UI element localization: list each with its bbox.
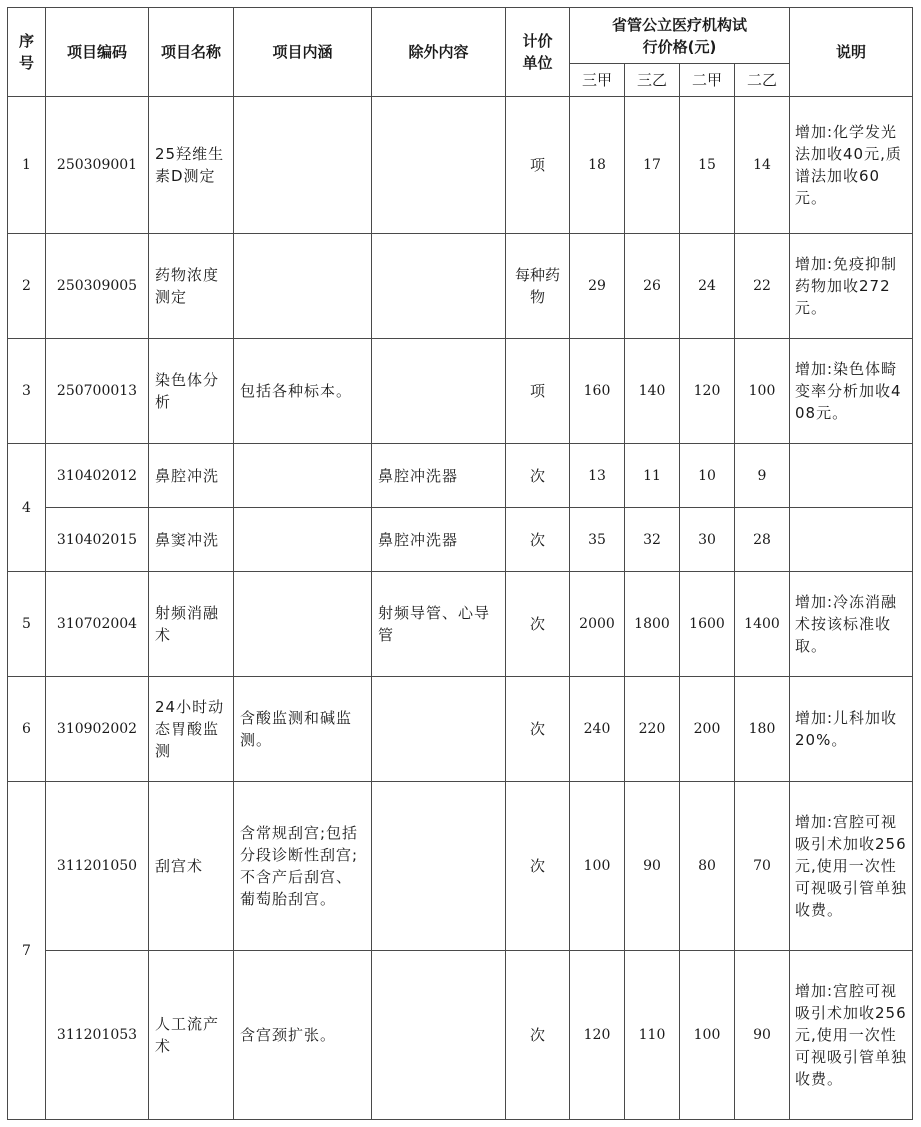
cell-code: 310402012: [46, 444, 149, 508]
table-row: [8, 951, 913, 1120]
cell-price-1: 240: [570, 677, 625, 782]
cell-seq: 5: [8, 572, 46, 677]
header-seq: 序号: [8, 8, 46, 97]
cell-excluded: [372, 234, 506, 339]
cell-price-4: 1400: [735, 572, 790, 677]
cell-content: [234, 234, 372, 339]
header-tier-2: 三乙: [625, 64, 680, 97]
cell-unit: 次: [506, 951, 570, 1120]
table-row: [8, 677, 913, 782]
cell-note: 增加:宫腔可视吸引术加收256元,使用一次性可视吸引管单独收费。: [790, 951, 913, 1120]
cell-price-4: 28: [735, 508, 790, 572]
table-row: [8, 572, 913, 677]
cell-name: 鼻腔冲洗: [149, 444, 234, 508]
cell-price-4: 70: [735, 782, 790, 951]
cell-price-4: 90: [735, 951, 790, 1120]
cell-content: 含常规刮宫;包括分段诊断性刮宫;不含产后刮宫、葡萄胎刮宫。: [234, 782, 372, 951]
cell-seq: 4: [8, 444, 46, 572]
cell-content: 包括各种标本。: [234, 339, 372, 444]
cell-unit: 项: [506, 97, 570, 234]
cell-price-3: 15: [680, 97, 735, 234]
cell-price-2: 90: [625, 782, 680, 951]
header-content: 项目内涵: [234, 8, 372, 97]
cell-note: [790, 444, 913, 508]
header-code: 项目编码: [46, 8, 149, 97]
cell-note: 增加:儿科加收20%。: [790, 677, 913, 782]
cell-excluded: [372, 951, 506, 1120]
cell-price-1: 29: [570, 234, 625, 339]
cell-price-1: 2000: [570, 572, 625, 677]
cell-code: 311201053: [46, 951, 149, 1120]
cell-price-2: 220: [625, 677, 680, 782]
cell-unit: 次: [506, 444, 570, 508]
cell-price-2: 1800: [625, 572, 680, 677]
header-tier-3: 二甲: [680, 64, 735, 97]
cell-excluded: [372, 782, 506, 951]
cell-code: 310902002: [46, 677, 149, 782]
cell-seq: 6: [8, 677, 46, 782]
cell-content: [234, 572, 372, 677]
cell-code: 250309001: [46, 97, 149, 234]
cell-price-1: 35: [570, 508, 625, 572]
cell-price-1: 18: [570, 97, 625, 234]
table-row: [8, 444, 913, 508]
cell-price-3: 1600: [680, 572, 735, 677]
cell-price-2: 140: [625, 339, 680, 444]
cell-code: 310702004: [46, 572, 149, 677]
cell-note: 增加:宫腔可视吸引术加收256元,使用一次性可视吸引管单独收费。: [790, 782, 913, 951]
cell-name: 染色体分析: [149, 339, 234, 444]
cell-unit: 每种药物: [506, 234, 570, 339]
cell-price-3: 30: [680, 508, 735, 572]
cell-unit: 次: [506, 782, 570, 951]
cell-note: 增加:冷冻消融术按该标准收取。: [790, 572, 913, 677]
header-excluded: 除外内容: [372, 8, 506, 97]
cell-price-1: 100: [570, 782, 625, 951]
cell-name: 24小时动态胃酸监测: [149, 677, 234, 782]
table-row: [8, 339, 913, 444]
cell-seq: 2: [8, 234, 46, 339]
cell-price-3: 80: [680, 782, 735, 951]
cell-name: 鼻窦冲洗: [149, 508, 234, 572]
cell-content: 含酸监测和碱监测。: [234, 677, 372, 782]
cell-note: 增加:化学发光法加收40元,质谱法加收60元。: [790, 97, 913, 234]
cell-price-2: 110: [625, 951, 680, 1120]
header-name: 项目名称: [149, 8, 234, 97]
cell-content: [234, 508, 372, 572]
cell-name: 射频消融术: [149, 572, 234, 677]
cell-price-3: 100: [680, 951, 735, 1120]
cell-note: 增加:免疫抑制药物加收272元。: [790, 234, 913, 339]
header-note: 说明: [790, 8, 913, 97]
cell-content: 含宫颈扩张。: [234, 951, 372, 1120]
cell-seq: 1: [8, 97, 46, 234]
cell-price-1: 13: [570, 444, 625, 508]
cell-content: [234, 97, 372, 234]
cell-name: 药物浓度测定: [149, 234, 234, 339]
cell-price-3: 24: [680, 234, 735, 339]
cell-price-4: 180: [735, 677, 790, 782]
cell-price-4: 9: [735, 444, 790, 508]
cell-excluded: [372, 677, 506, 782]
cell-name: 人工流产术: [149, 951, 234, 1120]
cell-excluded: [372, 97, 506, 234]
cell-price-1: 120: [570, 951, 625, 1120]
cell-unit: 次: [506, 677, 570, 782]
cell-unit: 次: [506, 508, 570, 572]
header-unit: 计价单位: [506, 8, 570, 97]
cell-code: 310402015: [46, 508, 149, 572]
cell-excluded: 射频导管、心导管: [372, 572, 506, 677]
table-row: [8, 508, 913, 572]
cell-price-3: 10: [680, 444, 735, 508]
cell-price-1: 160: [570, 339, 625, 444]
cell-price-4: 22: [735, 234, 790, 339]
cell-code: 250309005: [46, 234, 149, 339]
cell-excluded: 鼻腔冲洗器: [372, 508, 506, 572]
cell-name: 25羟维生素D测定: [149, 97, 234, 234]
cell-price-4: 14: [735, 97, 790, 234]
cell-content: [234, 444, 372, 508]
cell-seq: 7: [8, 782, 46, 1120]
header-tier-1: 三甲: [570, 64, 625, 97]
cell-name: 刮宫术: [149, 782, 234, 951]
cell-price-3: 200: [680, 677, 735, 782]
cell-price-3: 120: [680, 339, 735, 444]
cell-excluded: 鼻腔冲洗器: [372, 444, 506, 508]
cell-unit: 项: [506, 339, 570, 444]
header-price-group: 省管公立医疗机构试行价格(元): [570, 8, 790, 64]
cell-code: 311201050: [46, 782, 149, 951]
cell-excluded: [372, 339, 506, 444]
header-tier-4: 二乙: [735, 64, 790, 97]
cell-seq: 3: [8, 339, 46, 444]
cell-price-2: 32: [625, 508, 680, 572]
table-row: [8, 97, 913, 234]
cell-price-2: 26: [625, 234, 680, 339]
table-row: [8, 234, 913, 339]
cell-code: 250700013: [46, 339, 149, 444]
cell-note: [790, 508, 913, 572]
cell-price-2: 17: [625, 97, 680, 234]
cell-unit: 次: [506, 572, 570, 677]
cell-note: 增加:染色体畸变率分析加收408元。: [790, 339, 913, 444]
table-row: [8, 782, 913, 951]
cell-price-2: 11: [625, 444, 680, 508]
cell-price-4: 100: [735, 339, 790, 444]
price-table: [7, 7, 913, 1120]
